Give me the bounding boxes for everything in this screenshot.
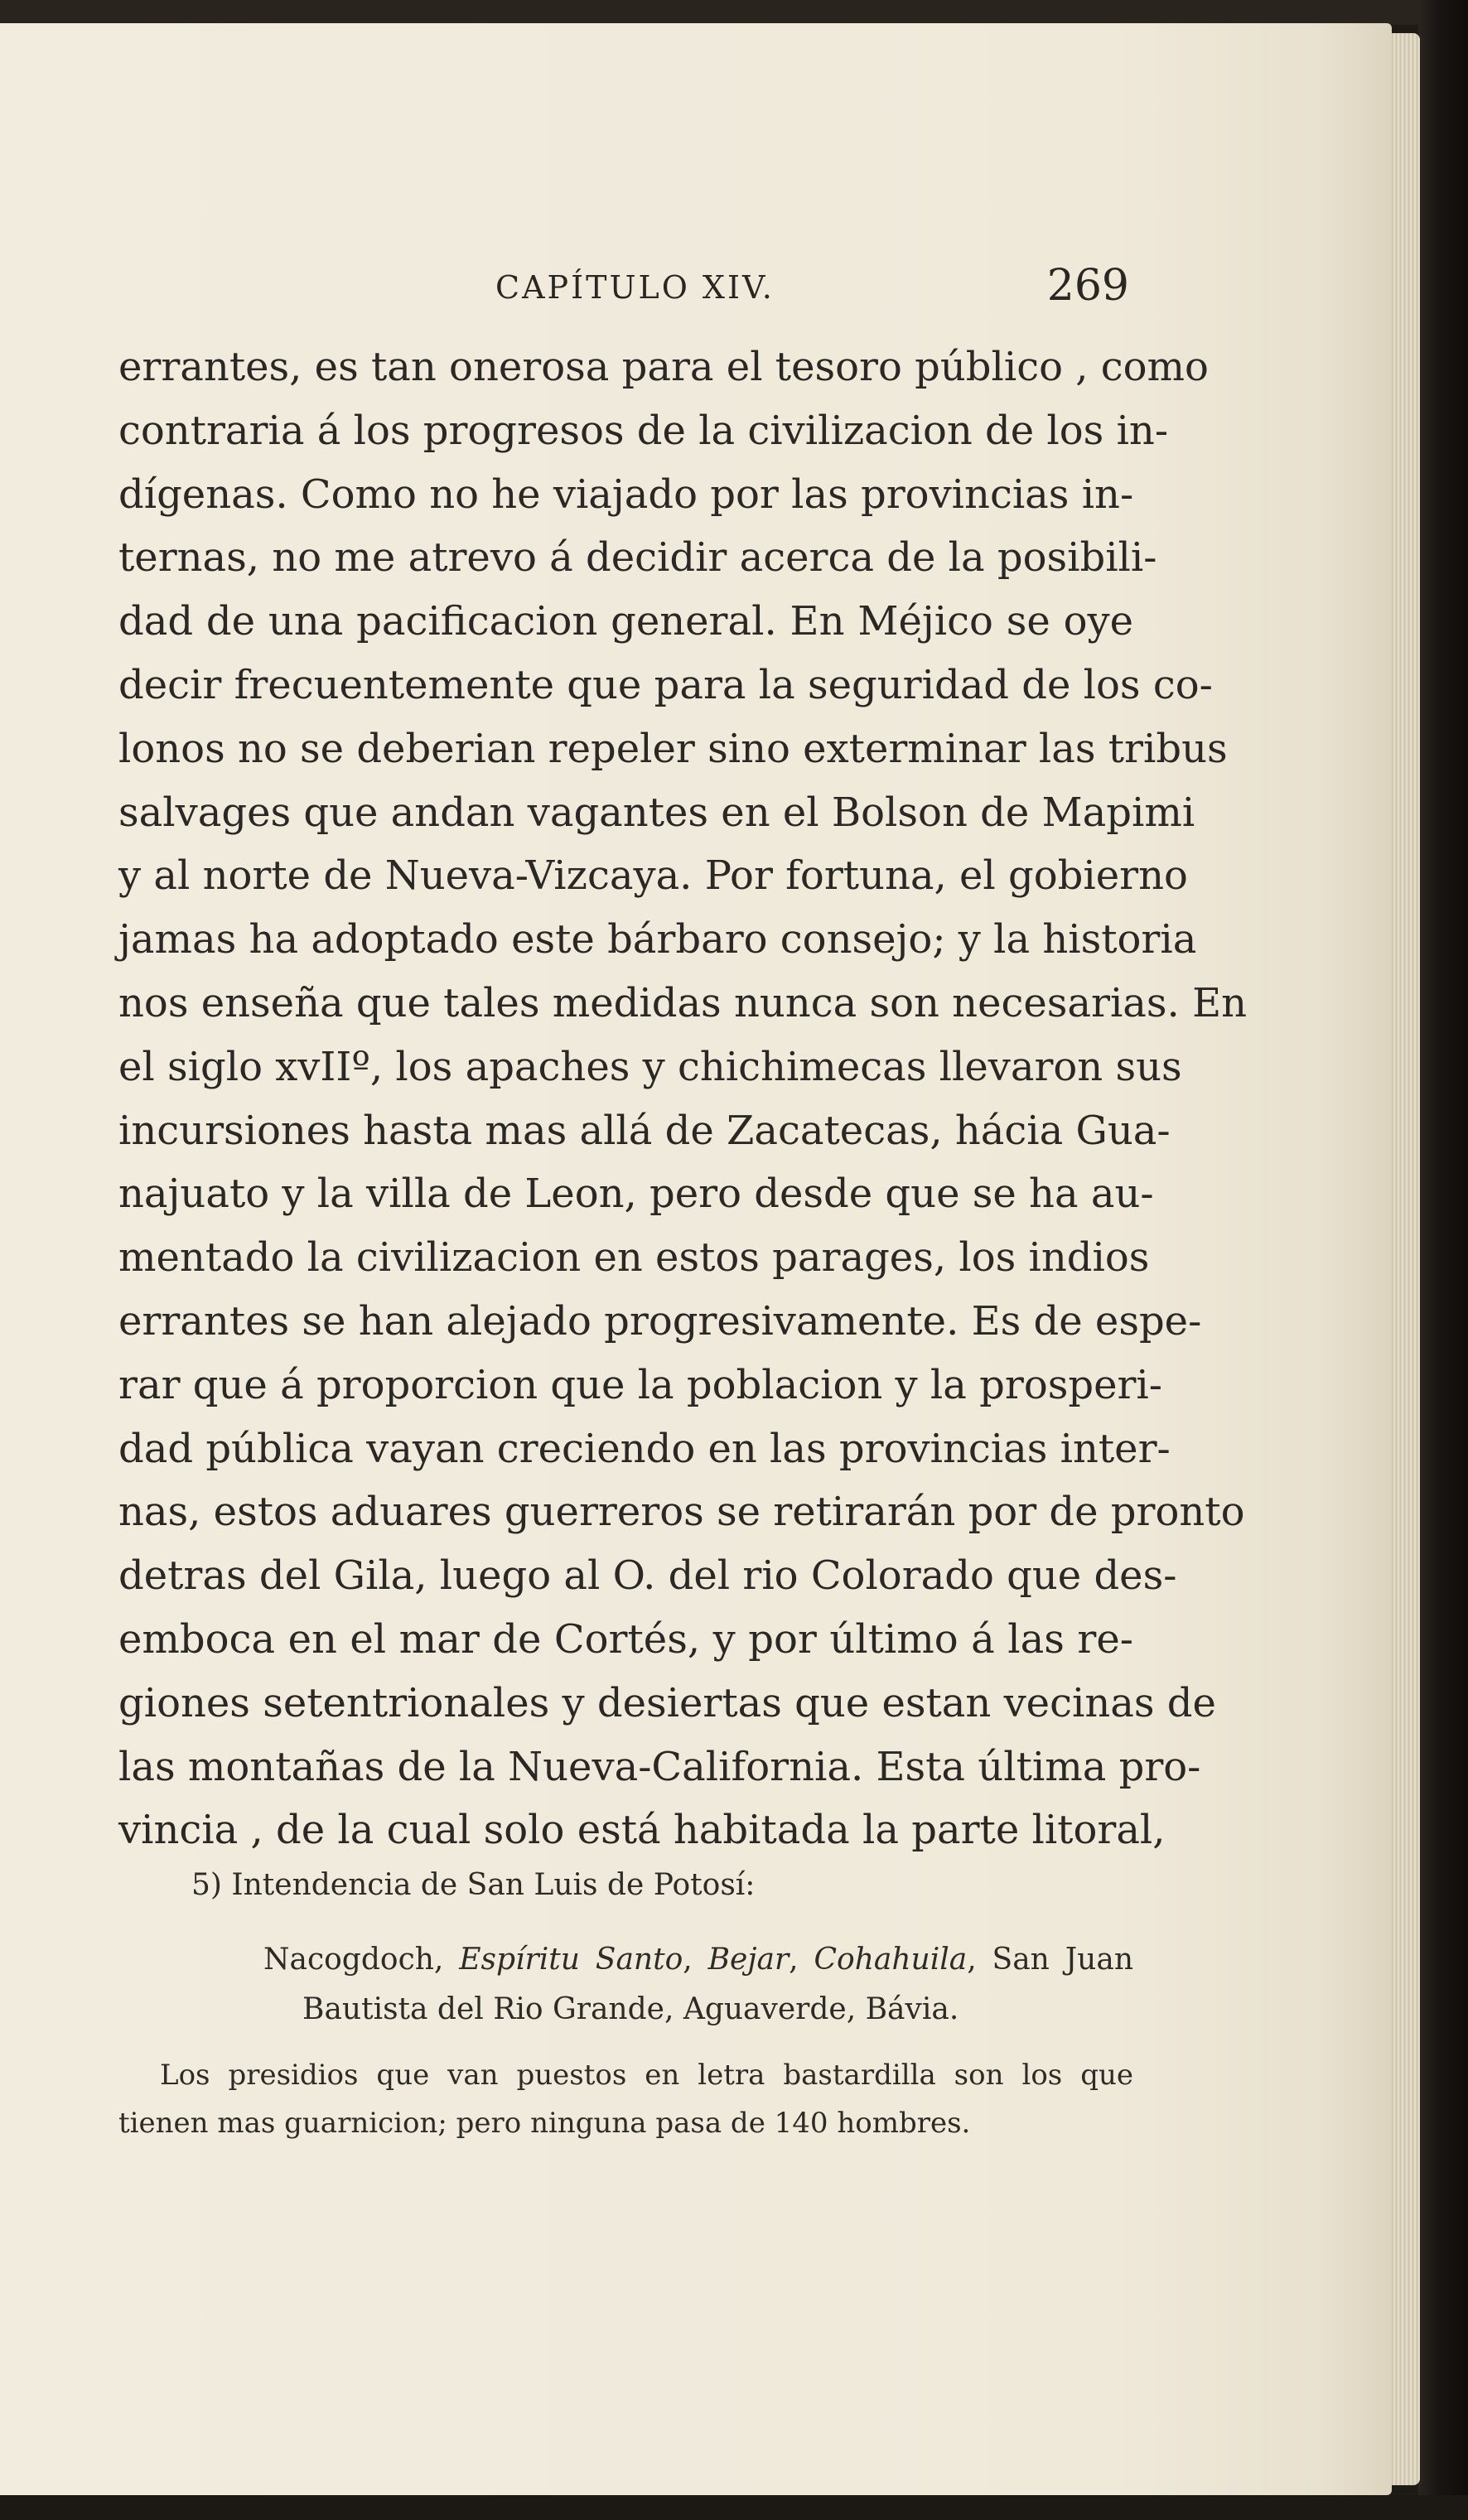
body-line: decir frecuentemente que para la seguridad de los co- — [118, 661, 1213, 708]
body-line: detras del Gila, luego al O. del rio Colorado que des- — [118, 1552, 1177, 1600]
chapter-title: CAPÍTULO XIV. — [495, 269, 775, 306]
body-line: nas, estos aduares guerreros se retirarán por de pronto — [118, 1489, 1245, 1536]
body-line: dad pública vayan creciendo en las provincias inter- — [118, 1425, 1171, 1472]
body-line: y al norte de Nueva-Vizcaya. Por fortuna, el gobierno — [118, 852, 1188, 900]
footnote-heading: 5) Intendencia de San Luis de Potosí: — [191, 1868, 756, 1902]
presidio-italic: Bejar — [707, 1943, 790, 1977]
body-line: errantes, es tan onerosa para el tesoro público , como — [118, 344, 1209, 390]
presidio-plain: Nacogdoch, — [263, 1943, 460, 1977]
separator: , — [789, 1943, 814, 1977]
body-line: contraria á los progresos de la civilizacion de los in- — [118, 407, 1169, 454]
body-line: dad de una pacificacion general. En Méjico se oye — [118, 598, 1133, 645]
body-line: nos enseña que tales medidas nunca son necesarias. En — [118, 979, 1248, 1026]
body-line: las montañas de la Nueva-California. Esta última pro- — [118, 1743, 1201, 1790]
presidio-list-line-1 — [263, 1943, 1133, 1977]
top-frame — [0, 0, 1468, 25]
body-line: rar que á proporcion que la poblacion y la prosperi- — [118, 1361, 1162, 1408]
presidio-plain: , San Juan — [967, 1943, 1134, 1977]
body-line: giones setentrionales y desiertas que estan vecinas de — [118, 1679, 1216, 1726]
body-line: dígenas. Como no he viajado por las provincias in- — [118, 471, 1134, 518]
body-text — [118, 336, 1248, 1862]
book-binding — [1418, 0, 1468, 2520]
presidio-list-line-2: Bautista del Rio Grande, Aguaverde, Bávia. — [302, 1992, 959, 2026]
body-line: emboca en el mar de Cortés, y por último á las re- — [118, 1615, 1133, 1663]
separator: , — [683, 1943, 708, 1977]
body-line: jamas ha adoptado este bárbaro consejo; y la historia — [118, 916, 1197, 963]
body-line: mentado la civilizacion en estos parages, los indios — [118, 1234, 1150, 1282]
body-line: lonos no se deberian repeler sino exterminar las tribus — [118, 725, 1228, 772]
presidio-italic: Cohahuila — [814, 1943, 968, 1977]
footnote-note-line-2: tienen mas guarnicion; pero ninguna pasa de 140 hombres. — [118, 2107, 971, 2140]
body-line: errantes se han alejado progresivamente. Es de espe- — [118, 1297, 1202, 1344]
body-line: incursiones hasta mas allá de Zacatecas, hácia Gua- — [118, 1107, 1171, 1154]
page-number: 269 — [1046, 261, 1129, 311]
presidio-italic: Espíritu Santo — [459, 1943, 683, 1977]
footnote-note-line-1: Los presidios que van puestos en letra bastardilla son los que — [160, 2059, 1133, 2092]
body-line: najuato y la villa de Leon, pero desde que se ha au- — [118, 1171, 1154, 1218]
body-line: el siglo xvIIº, los apaches y chichimecas llevaron sus — [118, 1043, 1182, 1090]
body-line: vincia , de la cual solo está habitada la parte litoral, — [118, 1807, 1166, 1854]
body-line: salvages que andan vagantes en el Bolson de Mapimi — [118, 789, 1195, 836]
body-line: ternas, no me atrevo á decidir acerca de la posibili- — [118, 534, 1157, 582]
running-head — [118, 261, 1133, 311]
bottom-frame — [0, 2495, 1468, 2520]
